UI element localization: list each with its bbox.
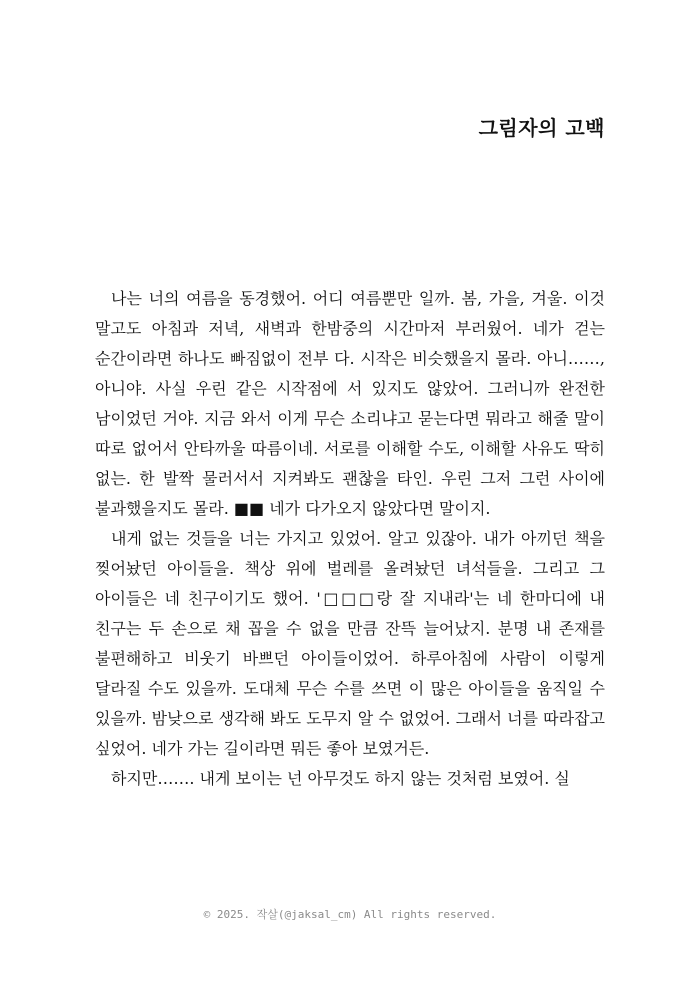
- paragraph: 하지만……. 내게 보이는 넌 아무것도 하지 않는 것처럼 보였어. 실: [111, 769, 570, 788]
- body-text: [95, 284, 605, 794]
- paragraph: 내게 없는 것들을 너는 가지고 있었어. 알고 있잖아. 내가 아끼던 책을 찢어놨던 아이들을. 책상 위에 벌레를 올려놨던 녀석들을. 그리고 그 아이들은 네 친구이기도 했어. '□□□랑 잘 지내라'는 네 한마디에 내 친구는 두 손으로 채 꼽을 수 없을 만큼 잔뜩 늘어났지. 분명 내 존재를 불편해하고 비웃기 바쁘던 아이들이었어. 하루아침에 사람이 이렇게 달라질 수도 있을까. 도대체 무슨 수를 쓰면 이 많은 아이들을 움직일 수 있을까. 밤낮으로 생각해 봐도 도무지 알 수 없었어. 그래서 너를 따라잡고 싶었어. 네가 가는 길이라면 뭐든 좋아 보였거든.: [95, 529, 605, 758]
- page-title: 그림자의 고백: [478, 116, 605, 140]
- paragraph: 나는 너의 여름을 동경했어. 어디 여름뿐만 일까. 봄, 가을, 겨울. 이것 말고도 아침과 저녁, 새벽과 한밤중의 시간마저 부러웠어. 네가 걷는 순간이라면 하나도 빠짐없이 전부 다. 시작은 비슷했을지 몰라. 아니……, 아니야. 사실 우린 같은 시작점에 서 있지도 않았어. 그러니까 완전한 남이었던 거야. 지금 와서 이게 무슨 소리냐고 묻는다면 뭐라고 해줄 말이 따로 없어서 안타까울 따름이네. 서로를 이해할 수도, 이해할 사유도 딱히 없는. 한 발짝 물러서서 지켜봐도 괜찮을 타인. 우린 그저 그런 사이에 불과했을지도 몰라. ■■ 네가 다가오지 않았다면 말이지.: [95, 289, 605, 518]
- copyright-footer: © 2025. 작살(@jaksal_cm) All rights reserved.: [203, 908, 497, 921]
